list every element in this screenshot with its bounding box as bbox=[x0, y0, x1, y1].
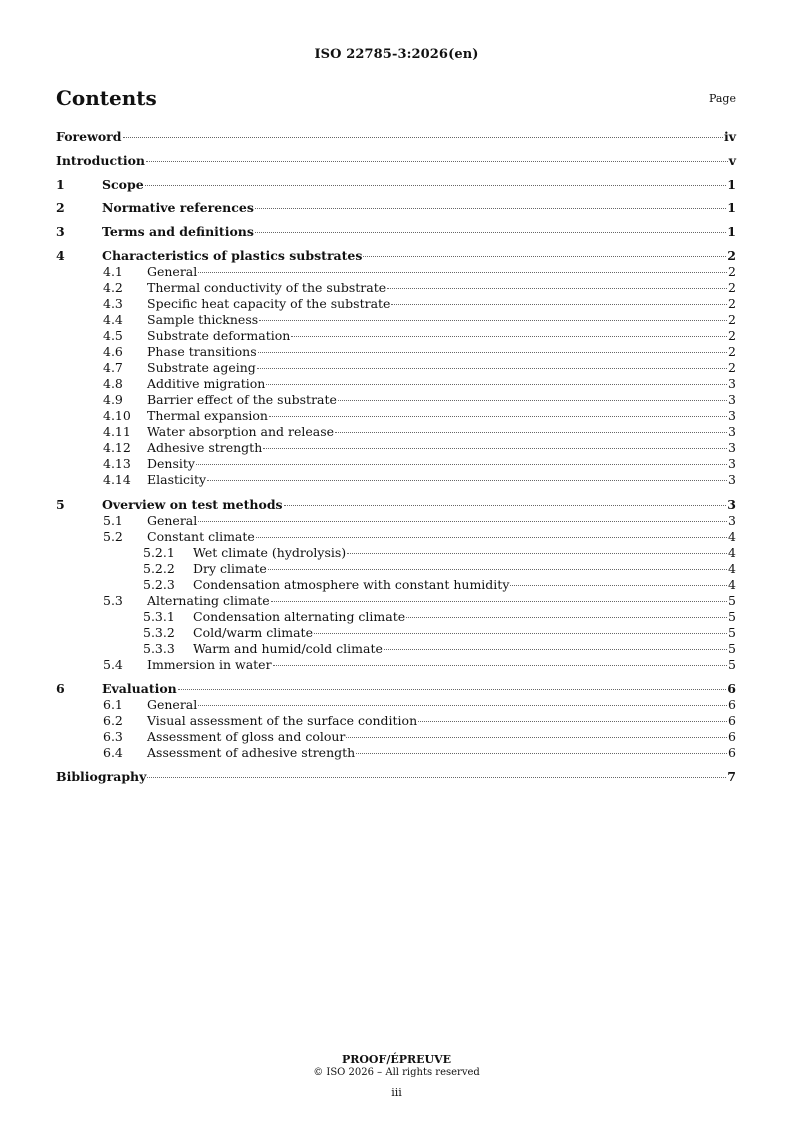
dot-leader bbox=[271, 601, 727, 602]
toc-entry-page: 3 bbox=[728, 472, 736, 487]
toc-entry-number: 3 bbox=[56, 224, 65, 239]
dot-leader bbox=[273, 665, 727, 666]
dot-leader bbox=[387, 288, 727, 289]
toc-entry[interactable] bbox=[56, 641, 736, 657]
toc-entry[interactable] bbox=[56, 681, 736, 697]
dot-leader bbox=[207, 480, 727, 481]
dot-leader bbox=[255, 232, 726, 233]
toc-entry-number: 5.1 bbox=[103, 513, 123, 528]
toc-entry-title: Visual assessment of the surface condition bbox=[147, 713, 418, 728]
dot-leader bbox=[347, 553, 727, 554]
toc-entry-page: 5 bbox=[728, 641, 736, 656]
toc-entry-number: 4.4 bbox=[103, 312, 123, 327]
dot-leader bbox=[510, 585, 727, 586]
toc-entry-title: Assessment of gloss and colour bbox=[147, 729, 346, 744]
toc-entry-page: 2 bbox=[728, 344, 736, 359]
toc-entry-title: Thermal expansion bbox=[147, 408, 268, 423]
toc-entry[interactable] bbox=[56, 129, 736, 145]
toc-entry[interactable] bbox=[56, 545, 736, 561]
dot-leader bbox=[356, 753, 727, 754]
toc-entry-title: Characteristics of plastics substrates bbox=[102, 248, 363, 263]
proof-label: PROOF/ÉPREUVE bbox=[341, 1053, 452, 1066]
toc-entry[interactable] bbox=[56, 593, 736, 609]
dot-leader bbox=[263, 448, 727, 449]
dot-leader bbox=[255, 208, 726, 209]
dot-leader bbox=[145, 185, 727, 186]
toc-entry-title: Dry climate bbox=[193, 561, 267, 576]
toc-entry[interactable] bbox=[56, 513, 736, 529]
toc-entry[interactable] bbox=[56, 200, 736, 216]
toc-entry-title: Bibliography bbox=[56, 769, 147, 784]
toc-entry-title: Elasticity bbox=[147, 472, 207, 487]
toc-entry-number: 2 bbox=[56, 200, 65, 215]
toc-entry[interactable] bbox=[56, 248, 736, 264]
dot-leader bbox=[178, 689, 727, 690]
toc-entry[interactable] bbox=[56, 280, 736, 296]
toc-entry-page: 3 bbox=[728, 440, 736, 455]
toc-entry-number: 4.1 bbox=[103, 264, 123, 279]
toc-entry[interactable] bbox=[56, 577, 736, 593]
toc-entry[interactable] bbox=[56, 657, 736, 673]
toc-entry-page: v bbox=[728, 153, 736, 168]
dot-leader bbox=[198, 272, 727, 273]
toc-entry-title: Sample thickness bbox=[147, 312, 259, 327]
toc-entry-page: 5 bbox=[728, 609, 736, 624]
toc-entry-title: Barrier effect of the substrate bbox=[147, 392, 337, 407]
toc-entry-page: 3 bbox=[727, 497, 736, 512]
toc-entry-number: 5.3.2 bbox=[143, 625, 175, 640]
toc-entry[interactable] bbox=[56, 472, 736, 488]
toc-entry-number: 4 bbox=[56, 248, 65, 263]
toc-entry-page: 2 bbox=[728, 296, 736, 311]
dot-leader bbox=[418, 721, 727, 722]
toc-entry-number: 5.3 bbox=[103, 593, 123, 608]
toc-entry-number: 5.3.1 bbox=[143, 609, 175, 624]
toc-entry-title: Cold/warm climate bbox=[193, 625, 313, 640]
toc-entry-number: 4.7 bbox=[103, 360, 123, 375]
toc-entry-title: General bbox=[147, 697, 198, 712]
toc-entry[interactable] bbox=[56, 729, 736, 745]
toc-entry-title: Immersion in water bbox=[147, 657, 272, 672]
toc-entry-number: 4.13 bbox=[103, 456, 131, 471]
toc-entry-title: Water absorption and release bbox=[147, 424, 335, 439]
toc-entry-title: Specific heat capacity of the substrate bbox=[147, 296, 391, 311]
page-column-label: Page bbox=[708, 92, 736, 105]
toc-entry[interactable] bbox=[56, 625, 736, 641]
toc-entry-title: Substrate deformation bbox=[147, 328, 291, 343]
toc-entry-page: 5 bbox=[728, 625, 736, 640]
toc-entry-number: 6 bbox=[56, 681, 65, 696]
dot-leader bbox=[198, 705, 727, 706]
toc-entry-number: 4.8 bbox=[103, 376, 123, 391]
toc-entry-title: Phase transitions bbox=[147, 344, 257, 359]
dot-leader bbox=[338, 400, 727, 401]
toc-entry-page: 3 bbox=[728, 408, 736, 423]
toc-entry-number: 4.2 bbox=[103, 280, 123, 295]
toc-entry[interactable] bbox=[56, 561, 736, 577]
dot-leader bbox=[266, 384, 727, 385]
toc-entry-number: 5.4 bbox=[103, 657, 123, 672]
toc-entry[interactable] bbox=[56, 424, 736, 440]
toc-entry[interactable] bbox=[56, 264, 736, 280]
toc-entry-number: 4.6 bbox=[103, 344, 123, 359]
toc-entry-page: 2 bbox=[728, 360, 736, 375]
toc-entry[interactable] bbox=[56, 440, 736, 456]
toc-entry[interactable] bbox=[56, 609, 736, 625]
dot-leader bbox=[123, 137, 723, 138]
toc-entry-title: General bbox=[147, 264, 198, 279]
toc-entry-title: Assessment of adhesive strength bbox=[147, 745, 356, 760]
toc-entry-page: iv bbox=[723, 129, 736, 144]
toc-entry-number: 4.5 bbox=[103, 328, 123, 343]
toc-entry-number: 6.2 bbox=[103, 713, 123, 728]
toc-entry-page: 4 bbox=[728, 529, 736, 544]
dot-leader bbox=[406, 617, 727, 618]
toc-entry-title: General bbox=[147, 513, 198, 528]
toc-entry-title: Adhesive strength bbox=[147, 440, 263, 455]
toc-entry-page: 5 bbox=[728, 657, 736, 672]
toc-entry[interactable] bbox=[56, 177, 736, 193]
toc-entry-number: 4.9 bbox=[103, 392, 123, 407]
toc-entry-title: Density bbox=[147, 456, 195, 471]
toc-entry[interactable] bbox=[56, 456, 736, 472]
dot-leader bbox=[256, 537, 727, 538]
toc-entry-number: 5.2.1 bbox=[143, 545, 175, 560]
toc-entry-page: 4 bbox=[728, 561, 736, 576]
toc-entry-title: Warm and humid/cold climate bbox=[193, 641, 383, 656]
toc-entry-number: 4.14 bbox=[103, 472, 131, 487]
toc-entry[interactable] bbox=[56, 392, 736, 408]
toc-entry[interactable] bbox=[56, 360, 736, 376]
dot-leader bbox=[196, 464, 727, 465]
toc-entry-number: 4.10 bbox=[103, 408, 131, 423]
dot-leader bbox=[259, 320, 727, 321]
toc-entry-title: Additive migration bbox=[147, 376, 266, 391]
page-number: iii bbox=[391, 1086, 402, 1099]
toc-entry-title: Scope bbox=[102, 177, 144, 192]
dot-leader bbox=[346, 737, 727, 738]
toc-entry[interactable] bbox=[56, 713, 736, 729]
toc-entry-title: Terms and definitions bbox=[102, 224, 254, 239]
document-id-header: ISO 22785-3:2026(en) bbox=[314, 47, 479, 62]
toc-entry-page: 1 bbox=[727, 177, 736, 192]
toc-entry-page: 2 bbox=[728, 264, 736, 279]
toc-entry-number: 1 bbox=[56, 177, 65, 192]
dot-leader bbox=[147, 777, 726, 778]
toc-entry-title: Wet climate (hydrolysis) bbox=[193, 545, 347, 560]
toc-entry-title: Overview on test methods bbox=[102, 497, 283, 512]
toc-entry-title: Condensation atmosphere with constant humidity bbox=[193, 577, 510, 592]
toc-entry[interactable] bbox=[56, 769, 736, 785]
toc-entry[interactable] bbox=[56, 328, 736, 344]
toc-entry-title: Normative references bbox=[102, 200, 254, 215]
toc-entry-page: 6 bbox=[728, 697, 736, 712]
toc-entry-number: 5.2.3 bbox=[143, 577, 175, 592]
toc-entry-title: Alternating climate bbox=[147, 593, 270, 608]
toc-entry[interactable] bbox=[56, 312, 736, 328]
toc-entry[interactable] bbox=[56, 296, 736, 312]
toc-entry-page: 2 bbox=[728, 328, 736, 343]
dot-leader bbox=[268, 569, 727, 570]
dot-leader bbox=[363, 256, 726, 257]
toc-entry[interactable] bbox=[56, 376, 736, 392]
toc-entry-number: 6.1 bbox=[103, 697, 123, 712]
toc-entry[interactable] bbox=[56, 153, 736, 169]
toc-entry[interactable] bbox=[56, 408, 736, 424]
toc-entry-title: Evaluation bbox=[102, 681, 177, 696]
toc-entry-page: 2 bbox=[727, 248, 736, 263]
toc-entry[interactable] bbox=[56, 344, 736, 360]
contents-title: Contents bbox=[56, 86, 157, 110]
toc-entry-number: 6.4 bbox=[103, 745, 123, 760]
toc-entry-page: 3 bbox=[728, 456, 736, 471]
toc-entry-title: Foreword bbox=[56, 129, 122, 144]
copyright-notice: © ISO 2026 – All rights reserved bbox=[313, 1067, 480, 1078]
toc-entry-number: 5 bbox=[56, 497, 65, 512]
dot-leader bbox=[146, 161, 728, 162]
toc-entry-title: Thermal conductivity of the substrate bbox=[147, 280, 387, 295]
toc-entry-page: 4 bbox=[728, 577, 736, 592]
toc-entry-title: Constant climate bbox=[147, 529, 255, 544]
toc-entry-page: 3 bbox=[728, 424, 736, 439]
toc-entry-title: Substrate ageing bbox=[147, 360, 256, 375]
toc-entry-page: 4 bbox=[728, 545, 736, 560]
toc-entry-title: Introduction bbox=[56, 153, 146, 168]
dot-leader bbox=[257, 368, 727, 369]
toc-entry-title: Condensation alternating climate bbox=[193, 609, 406, 624]
dot-leader bbox=[284, 505, 727, 506]
toc-entry-number: 6.3 bbox=[103, 729, 123, 744]
toc-entry[interactable] bbox=[56, 697, 736, 713]
toc-entry-page: 6 bbox=[728, 729, 736, 744]
toc-entry-page: 6 bbox=[728, 713, 736, 728]
toc-entry-page: 1 bbox=[727, 224, 736, 239]
toc-entry-page: 3 bbox=[728, 392, 736, 407]
toc-entry-page: 3 bbox=[728, 513, 736, 528]
toc-entry-number: 4.3 bbox=[103, 296, 123, 311]
toc-entry-page: 6 bbox=[727, 681, 736, 696]
toc-entry-number: 5.3.3 bbox=[143, 641, 175, 656]
toc-entry[interactable] bbox=[56, 224, 736, 240]
toc-entry-page: 2 bbox=[728, 280, 736, 295]
dot-leader bbox=[198, 521, 727, 522]
toc-entry-number: 5.2 bbox=[103, 529, 123, 544]
toc-entry-page: 7 bbox=[727, 769, 736, 784]
toc-entry[interactable] bbox=[56, 529, 736, 545]
toc-entry-page: 1 bbox=[727, 200, 736, 215]
dot-leader bbox=[391, 304, 727, 305]
toc-entry-number: 4.11 bbox=[103, 424, 131, 439]
toc-entry-number: 4.12 bbox=[103, 440, 131, 455]
dot-leader bbox=[335, 432, 727, 433]
toc-entry-page: 5 bbox=[728, 593, 736, 608]
dot-leader bbox=[314, 633, 727, 634]
dot-leader bbox=[258, 352, 727, 353]
toc-entry-page: 6 bbox=[728, 745, 736, 760]
dot-leader bbox=[384, 649, 727, 650]
toc-entry-page: 3 bbox=[728, 376, 736, 391]
dot-leader bbox=[291, 336, 727, 337]
dot-leader bbox=[269, 416, 727, 417]
toc-entry-number: 5.2.2 bbox=[143, 561, 175, 576]
toc-entry-page: 2 bbox=[728, 312, 736, 327]
toc-entry[interactable] bbox=[56, 497, 736, 513]
toc-entry[interactable] bbox=[56, 745, 736, 761]
